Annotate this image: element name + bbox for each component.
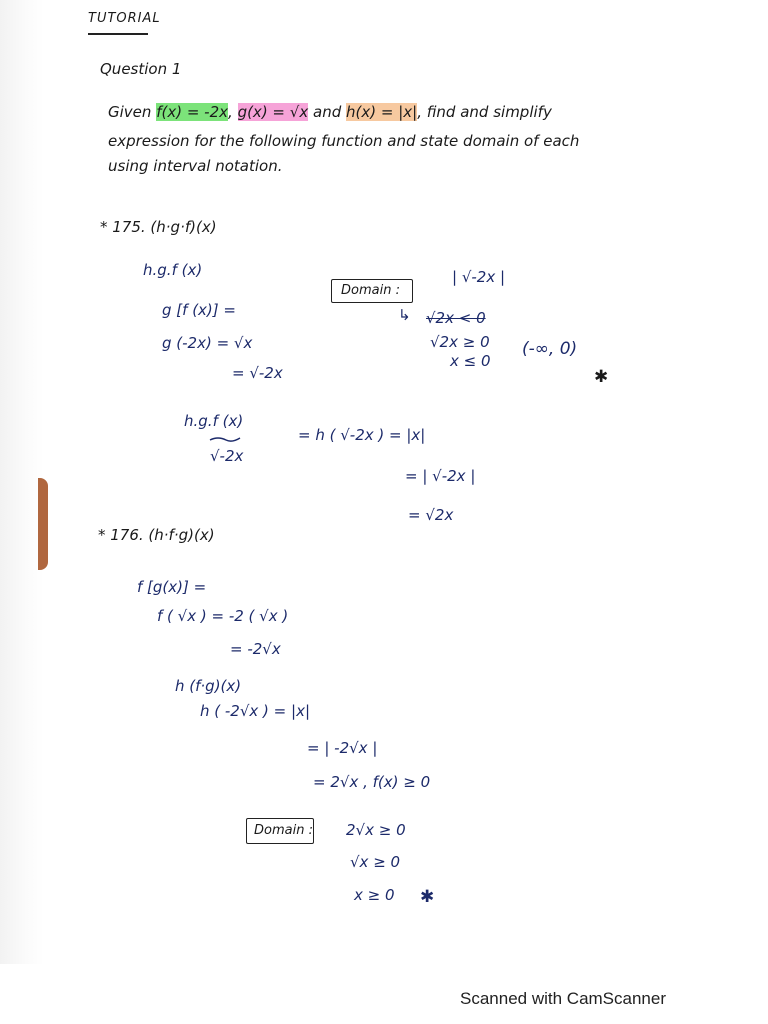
q176-line-1: f [g(x)] = [137, 578, 207, 596]
q175-line-2: g [f (x)] = [162, 301, 236, 319]
q175-done-mark: ✱ [594, 367, 609, 387]
q175-line-6: √-2x [210, 447, 244, 465]
q176-line-5: h ( -2√x ) = |x| [200, 702, 310, 720]
q175-domain-label: Domain : [341, 283, 400, 298]
q176-domain-2: √x ≥ 0 [350, 853, 401, 871]
q176-line-2: f ( √x ) = -2 ( √x ) [157, 607, 289, 625]
q175-interval: (-∞, 0) [522, 339, 578, 359]
q176-domain-3: x ≥ 0 [354, 886, 395, 904]
q175-domain-2: √2x < 0 [426, 309, 486, 327]
q176-line-7: = 2√x , f(x) ≥ 0 [313, 773, 431, 791]
q175-line-7: = h ( √-2x ) = |x| [298, 426, 426, 444]
intro-line-3: using interval notation. [108, 157, 283, 175]
q176-line-4: h (f·g)(x) [175, 677, 242, 695]
scanner-watermark: Scanned with CamScanner [460, 989, 667, 1008]
q176-domain-1: 2√x ≥ 0 [346, 821, 406, 839]
q176-line-3: = -2√x [230, 640, 281, 658]
q175-domain-4: x ≤ 0 [450, 352, 491, 370]
q175-line-8: = | √-2x | [405, 467, 476, 485]
q175-domain-1: | √-2x | [452, 268, 506, 286]
q175-line-9: = √2x [408, 506, 454, 524]
intro-rest: , find and simplify [417, 103, 552, 121]
q175-line-3: g (-2x) = √x [162, 334, 253, 352]
q175-line-5: h.g.f (x) [184, 412, 244, 430]
q176-label: * 176. (h·f·g)(x) [98, 526, 215, 544]
intro-given: Given [108, 103, 152, 121]
q175-line-4: = √-2x [232, 364, 283, 382]
q176-line-6: = | -2√x | [307, 739, 378, 757]
intro-sep: , [228, 103, 233, 121]
q175-domain-3: √2x ≥ 0 [430, 333, 490, 351]
q175-label: * 175. (h·g·f)(x) [100, 218, 217, 236]
intro-h-highlight: h(x) = |x| [346, 103, 418, 121]
intro-and: and [313, 103, 342, 121]
q175-arrow: ↳ [398, 306, 411, 324]
intro-line-2: expression for the following function and state domain of each [108, 132, 580, 150]
q175-line-1: h.g.f (x) [143, 261, 203, 279]
q176-domain-label: Domain : [254, 823, 313, 838]
question-title: Question 1 [100, 60, 182, 78]
intro-f-highlight: f(x) = -2x [156, 103, 228, 121]
q176-done-mark: ✱ [420, 887, 435, 907]
page-heading: TUTORIAL [88, 11, 161, 26]
intro-g-highlight: g(x) = √x [237, 103, 309, 121]
